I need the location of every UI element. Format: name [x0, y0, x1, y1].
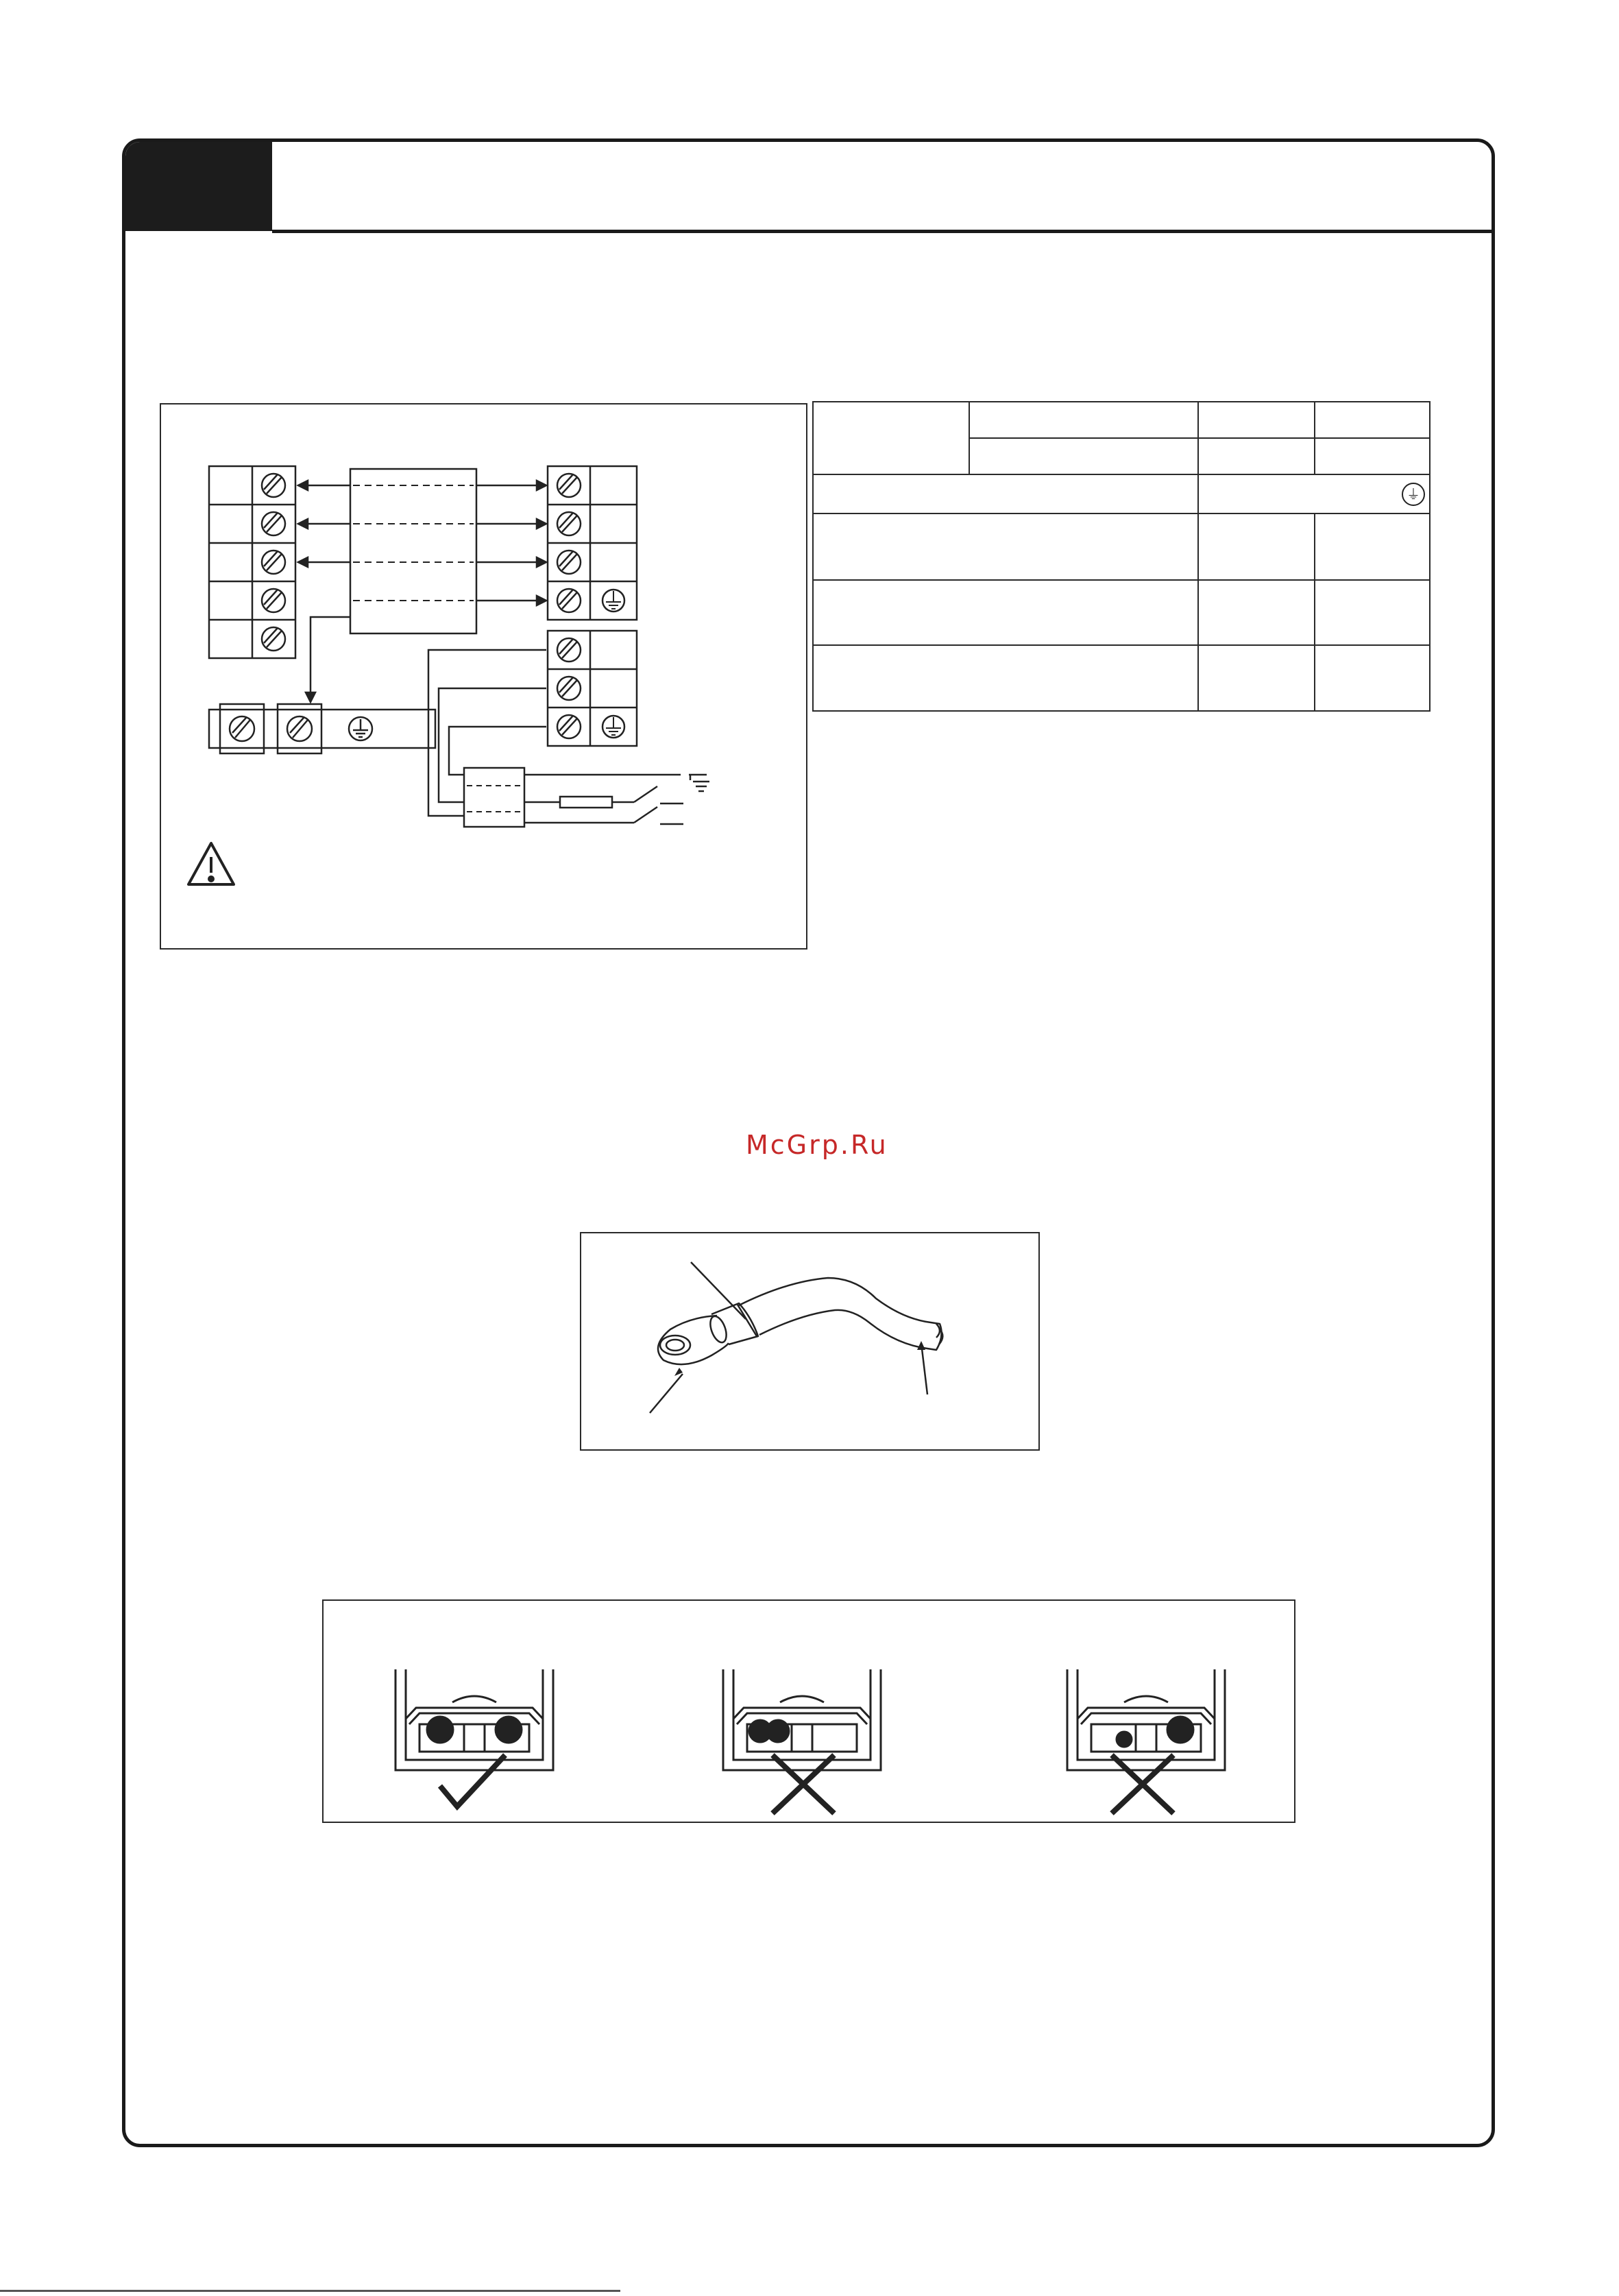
table-cell	[813, 645, 1198, 711]
warning-triangle-icon	[188, 843, 234, 884]
screw-icon	[262, 474, 285, 651]
table-cell	[1315, 513, 1430, 579]
terminal-example-correct	[395, 1669, 553, 1770]
watermark: McGrp.Ru	[746, 1130, 888, 1160]
wiring-diagram	[161, 404, 809, 951]
terminal-examples-panel	[322, 1599, 1295, 1823]
terminal-examples	[324, 1601, 1297, 1824]
ground-icon: ⏚	[1402, 483, 1425, 506]
indoor-terminal-block	[209, 466, 295, 658]
header-rule	[272, 230, 1492, 233]
table-cell	[813, 474, 1198, 513]
wiring-spec-table	[812, 401, 1431, 712]
crimp-terminal-illustration	[581, 1233, 1041, 1452]
check-mark-icon	[440, 1755, 505, 1806]
table-cell	[1198, 438, 1315, 474]
connecting-cable	[350, 469, 476, 633]
cross-mark-icon	[772, 1755, 834, 1813]
table-cell	[969, 438, 1198, 474]
table-cell	[1198, 402, 1315, 438]
cross-mark-icon	[1112, 1755, 1173, 1813]
terminal-example-wrong-different-size	[1067, 1669, 1225, 1770]
wiring-diagram-panel	[160, 403, 807, 950]
ground-icon	[606, 591, 621, 609]
table-cell	[1315, 580, 1430, 645]
table-cell	[969, 402, 1198, 438]
table-cell	[1198, 474, 1430, 513]
table-cell	[1198, 513, 1315, 579]
terminal-example-wrong-same-side	[723, 1669, 881, 1770]
table-cell	[1315, 402, 1430, 438]
crimp-terminal-panel	[580, 1232, 1040, 1451]
table-cell	[813, 513, 1198, 579]
table-cell	[1315, 645, 1430, 711]
table-cell	[813, 402, 969, 474]
table-cell	[813, 580, 1198, 645]
table-cell	[1198, 580, 1315, 645]
footer-rule	[0, 2290, 620, 2292]
table-cell	[1315, 438, 1430, 474]
section-tab	[125, 142, 272, 231]
table-cell	[1198, 645, 1315, 711]
